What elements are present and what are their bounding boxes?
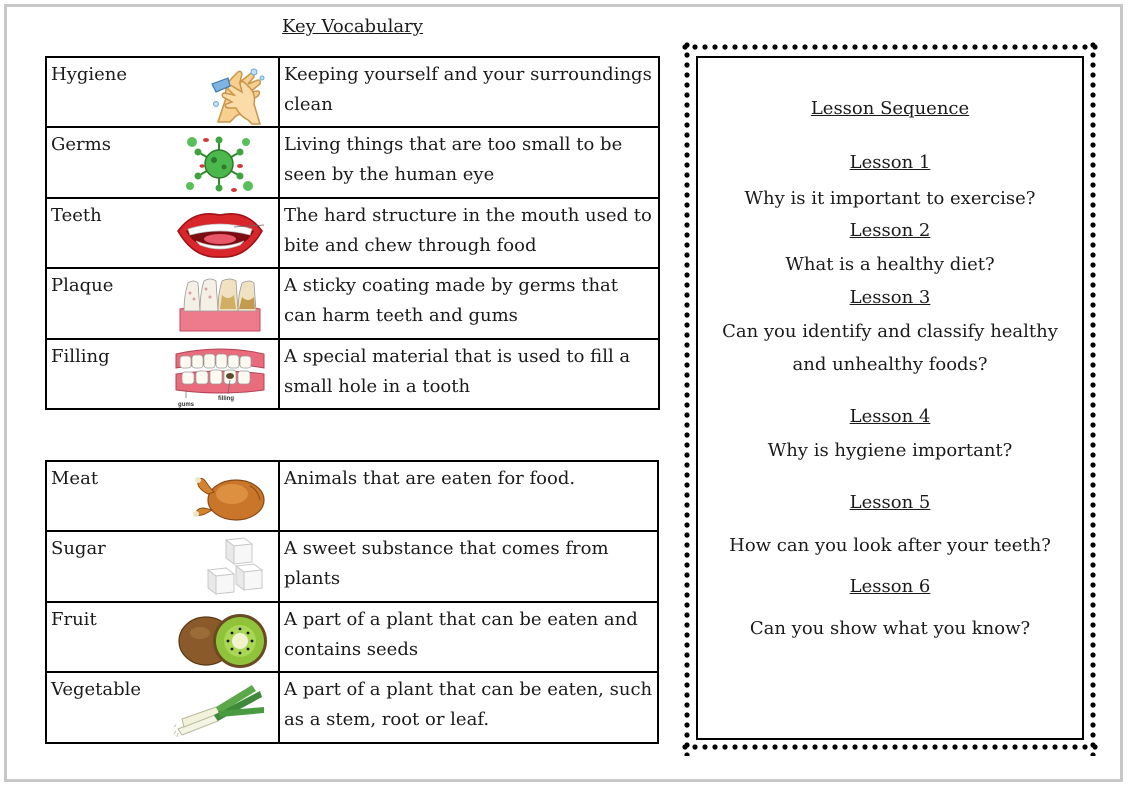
lesson-label: Lesson 2 — [849, 220, 931, 241]
vocab-row — [46, 268, 659, 339]
vocab-word: Plaque — [51, 275, 114, 296]
vocab-row — [46, 127, 659, 198]
lesson-question: Why is it important to exercise? — [744, 188, 1036, 209]
vocab-row — [46, 57, 659, 127]
word-cell — [46, 127, 279, 198]
plaque-teeth-icon — [178, 275, 262, 343]
vocab-word: Meat — [51, 468, 99, 489]
lesson-question: Can you show what you know? — [749, 618, 1031, 639]
vocab-row — [46, 531, 658, 602]
vocab-word: Hygiene — [51, 64, 128, 85]
hand-washing-icon — [208, 64, 270, 136]
germ-icon — [184, 134, 254, 204]
definition-cell: Living things that are too small to be seen by the human eye — [279, 127, 659, 198]
lesson-label: Lesson 3 — [849, 287, 931, 308]
vocab-row — [46, 602, 658, 672]
definition-cell: The hard structure in the mouth used to bite and chew through food — [279, 198, 659, 268]
vocab-row — [46, 198, 659, 268]
vocab-word: Filling — [51, 346, 110, 367]
word-cell — [46, 602, 279, 672]
key-vocabulary-title: Key Vocabulary — [282, 16, 423, 37]
definition-cell: A part of a plant that can be eaten and contains seeds — [279, 602, 658, 672]
roast-chicken-icon — [192, 470, 270, 536]
lesson-question: What is a healthy diet? — [785, 254, 995, 275]
word-cell — [46, 461, 279, 531]
mouth-teeth-icon — [174, 205, 266, 271]
lesson-sequence-heading: Lesson Sequence — [810, 98, 970, 119]
vocab-word: Germs — [51, 134, 111, 155]
lesson-question: Can you identify and classify healthy and unhealthy foods? — [722, 321, 1058, 375]
definition-cell: Keeping yourself and your surroundings clean — [279, 57, 659, 127]
filling-tooth-icon — [174, 344, 266, 418]
lesson-label: Lesson 4 — [849, 406, 931, 427]
gums-caption: gums — [178, 402, 195, 408]
word-cell — [46, 339, 279, 409]
vocab-word: Vegetable — [51, 679, 142, 700]
kiwi-fruit-icon — [176, 609, 272, 679]
word-cell — [46, 531, 279, 602]
vocab-row — [46, 461, 658, 531]
vocab-word: Sugar — [51, 538, 106, 559]
filling-caption: filling — [218, 396, 234, 402]
definition-cell: A sticky coating made by germs that can harm teeth and gums — [279, 268, 659, 339]
lesson-question: How can you look after your teeth? — [729, 535, 1051, 556]
definition-cell: A special material that is used to fill a small hole in a tooth — [279, 339, 659, 409]
leek-icon — [174, 681, 266, 747]
vocabulary-table-health — [45, 56, 660, 410]
lesson-question: Why is hygiene important? — [767, 440, 1013, 461]
lesson-sequence-panel — [680, 40, 1100, 756]
vocab-word: Teeth — [51, 205, 102, 226]
word-cell — [46, 672, 279, 743]
vocabulary-table-food — [45, 460, 659, 744]
vocab-row — [46, 672, 658, 743]
sugar-cubes-icon — [204, 536, 264, 608]
definition-cell: A part of a plant that can be eaten, such as a stem, root or leaf. — [279, 672, 658, 743]
lesson-label: Lesson 1 — [849, 152, 931, 173]
definition-cell: Animals that are eaten for food. — [279, 461, 658, 531]
word-cell — [46, 57, 279, 127]
word-cell — [46, 198, 279, 268]
definition-cell: A sweet substance that comes from plants — [279, 531, 658, 602]
lesson-sequence — [680, 40, 1100, 756]
vocab-row — [46, 339, 659, 409]
word-cell — [46, 268, 279, 339]
vocab-word: Fruit — [51, 609, 97, 630]
lesson-label: Lesson 5 — [849, 492, 931, 513]
lesson-label: Lesson 6 — [849, 576, 931, 597]
